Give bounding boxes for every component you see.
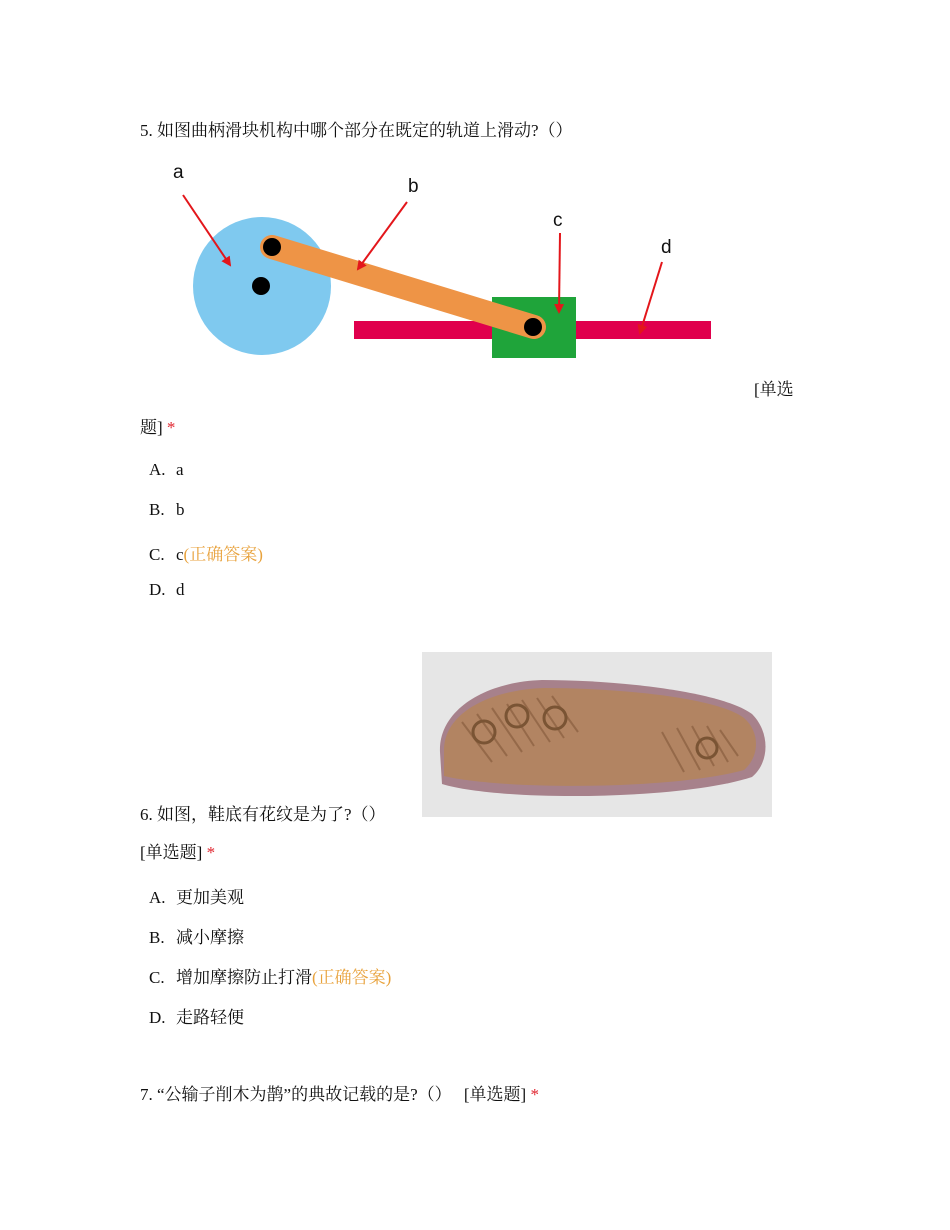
label-b: b (408, 176, 419, 197)
q7-stem: 7. “公输子削木为鹊”的典故记载的是?（） (140, 1085, 452, 1104)
label-d: d (661, 237, 672, 258)
q5-stem: 5. 如图曲柄滑块机构中哪个部分在既定的轨道上滑动?（） (140, 121, 573, 140)
rod-pin-top (263, 238, 281, 256)
correct-answer-tag: (正确答案) (312, 968, 392, 987)
q6-option-d[interactable]: D. 走路轻便 (149, 1008, 244, 1027)
q5-type-line (140, 413, 175, 438)
shoe-sole-photo (422, 652, 772, 817)
q7-line (140, 1080, 539, 1105)
q6-option-c[interactable]: C. 增加摩擦防止打滑(正确答案) (149, 968, 392, 987)
q6-type-line (140, 838, 215, 863)
q5-option-b[interactable]: B. b (149, 500, 185, 519)
q6-option-b[interactable]: B. 减小摩擦 (149, 928, 244, 947)
q5-option-c[interactable]: C. c(正确答案) (149, 545, 263, 564)
slider-pin (524, 318, 542, 336)
correct-answer-tag: (正确答案) (183, 545, 263, 564)
q7-type: [单选题] (463, 1085, 527, 1104)
wheel-center-pin (252, 277, 270, 295)
arrow-c (559, 233, 560, 312)
q5-type-part2: 题] (140, 418, 163, 437)
q6-type: [单选题] (140, 843, 203, 862)
label-c: c (553, 210, 563, 231)
q5-type-part1: [单选 (754, 380, 794, 399)
crank-slider-diagram (160, 155, 730, 370)
q5-option-a[interactable]: A. a (149, 460, 184, 479)
required-marker: * (206, 843, 216, 862)
arrow-b (358, 202, 407, 269)
q5-option-d[interactable]: D. d (149, 580, 185, 599)
q6-option-a[interactable]: A. 更加美观 (149, 888, 244, 907)
required-marker: * (166, 418, 176, 437)
required-marker: * (530, 1085, 539, 1104)
q6-stem: 6. 如图，鞋底有花纹是为了?（） (140, 805, 386, 824)
label-a: a (173, 162, 184, 183)
